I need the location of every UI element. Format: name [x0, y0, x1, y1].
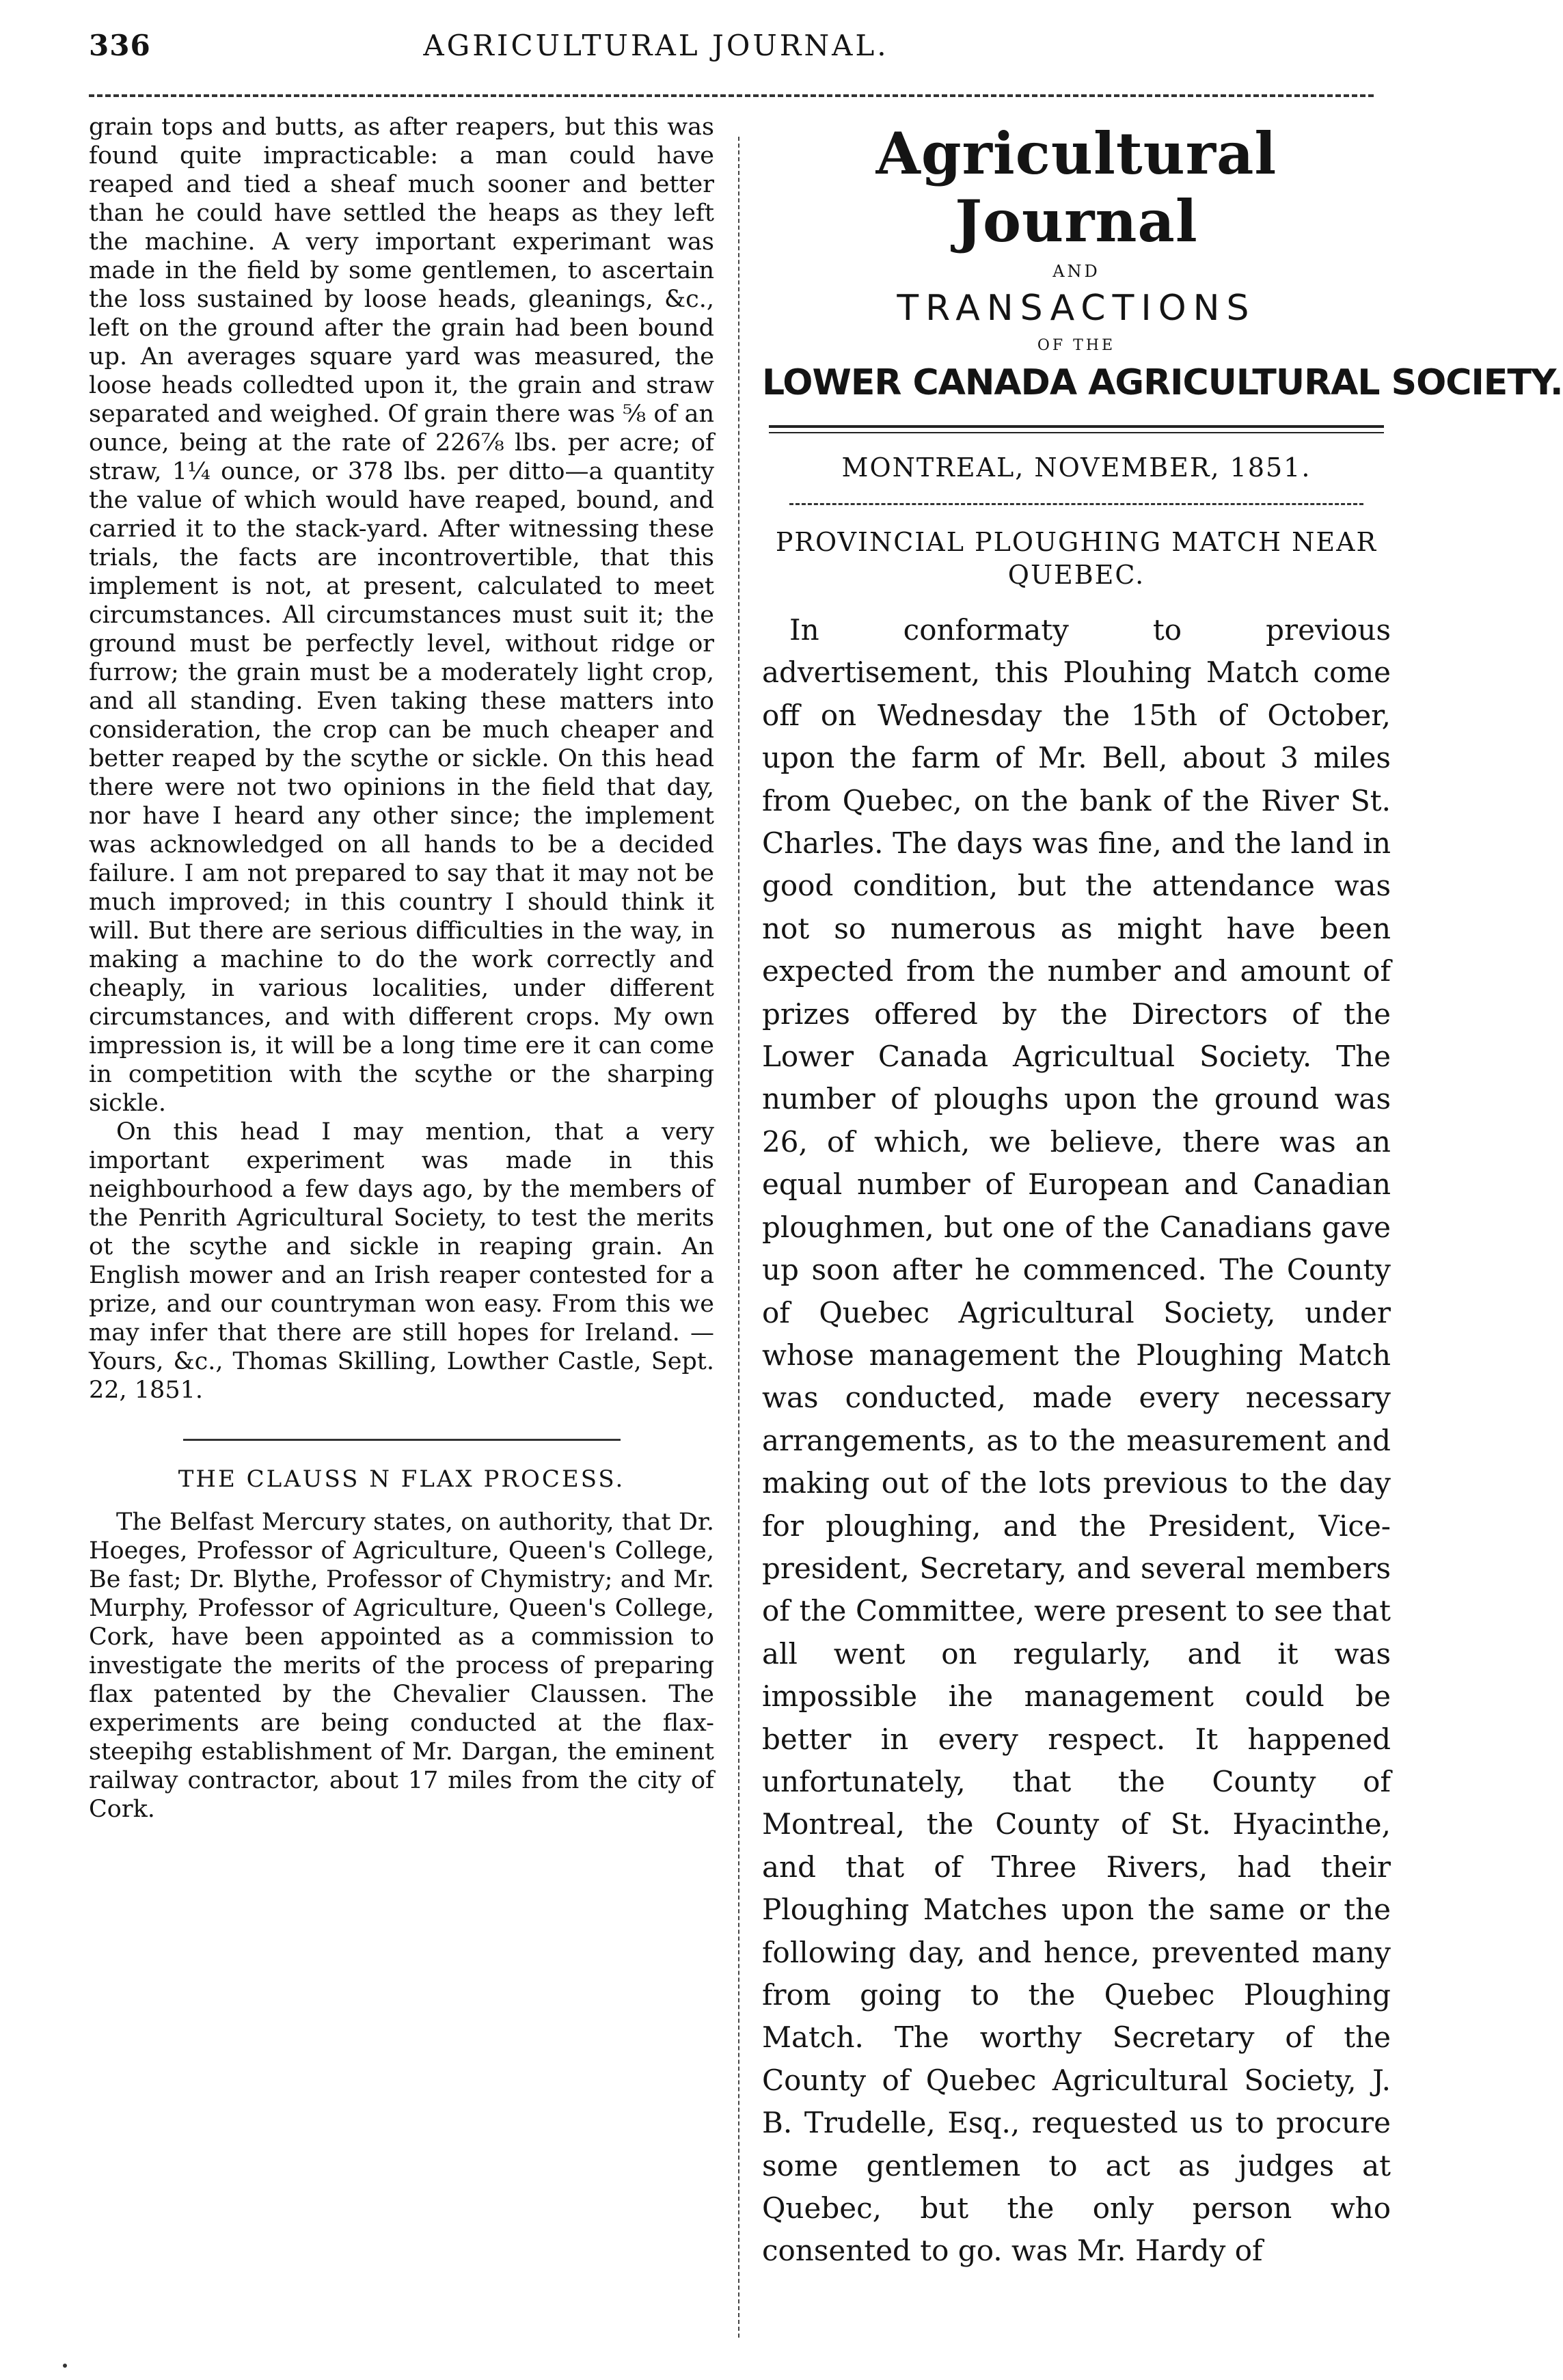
- left-column: [89, 113, 714, 2334]
- stray-ink-mark: [63, 2364, 67, 2368]
- page-number: 336: [89, 29, 151, 62]
- clauss-paragraph: The Belfast Mercury states, on authority, that Dr. Hoeges, Professor of Agriculture, Queen's College, Be fast; Dr. Blythe, Professor of Chymistry; and Mr. Murphy, Professor of Agriculture, Queen's College, Cork, have been appointed as a commission to investigate the merits of the process of preparing flax patented by the Chevalier Claussen. The experiments are being conducted at the flax-steepihg establishment of Mr. Dargan, the eminent railway contractor, about 17 miles from the city of Cork.: [89, 1509, 714, 1823]
- section-rule: [183, 1439, 621, 1441]
- dateline: MONTREAL, NOVEMBER, 1851.: [841, 452, 1311, 483]
- masthead-of-the: OF THE: [1037, 337, 1116, 354]
- dateline-rule: [789, 503, 1363, 505]
- running-title: AGRICULTURAL JOURNAL.: [423, 29, 889, 62]
- penrith-paragraph: On this head I may mention, that a very important experiment was made in this neighbourhood a few days ago, by the members of the Penrith Agricultural Society, to test the merits ot the scythe and sickle in reaping grain. An English mower and an Irish reaper contested for a prize, and our countryman won easy. From this we may infer that there are still hopes for Ireland. —Yours, &c., Thomas Skilling, Lowther Castle, Sept. 22, 1851.: [89, 1118, 714, 1404]
- column-divider: [738, 137, 739, 2338]
- right-column: [762, 113, 1563, 2334]
- masthead-double-rule: [769, 425, 1384, 433]
- masthead-society: LOWER CANADA AGRICULTURAL SOCIETY.: [762, 362, 1563, 403]
- article-title: PROVINCIAL PLOUGHING MATCH NEAR QUEBEC.: [775, 527, 1378, 590]
- clauss-heading: THE CLAUSS N FLAX PROCESS.: [178, 1465, 625, 1493]
- masthead-transactions: TRANSACTIONS: [897, 288, 1256, 329]
- masthead-and: AND: [1052, 262, 1100, 281]
- header-rule: [89, 94, 1374, 97]
- masthead-title: Agricultural Journal: [875, 120, 1277, 255]
- continuation-paragraph: grain tops and butts, as after reapers, but this was found quite impracticable: a man could have reaped and tied a sheaf much sooner and better than he could have settled the heaps as they left the machine. A very important experimant was made in the field by some gentlemen, to ascertain the loss sustained by loose heads, gleanings, &c., left on the ground after the grain had been bound up. An averages square yard was measured, the loose heads colledted upon it, the grain and straw separated and weighed. Of grain there was ⅝ of an ounce, being at the rate of 226⅞ lbs. per acre; of straw, 1¼ ounce, or 378 lbs. per ditto—a quantity the value of which would have reaped, bound, and carried it to the stack-yard. After witnessing these trials, the facts are incontrovertible, that this implement is not, at present, calculated to meet circumstances. All circumstances must suit it; the ground must be perfectly level, without ridge or furrow; the grain must be a moderately light crop, and all standing. Even taking these matters into consideration, the crop can be much cheaper and better reaped by the scythe or sickle. On this head there were not two opinions in the field that day, nor have I heard any other since; the implement was acknowledged on all hands to be a decided failure. I am not prepared to say that it may not be much improved; in this country I should think it will. But there are serious difficulties in the way, in making a machine to do the work correctly and cheaply, in various localities, under different circumstances, and with different crops. My own impression is, it will be a long time ere it can come in competition with the scythe or the sharping sickle.: [89, 113, 714, 1117]
- article-body-container: [762, 609, 1391, 2273]
- page-header: [89, 29, 1374, 77]
- article-body: In conformaty to previous advertisement, this Plouhing Match come off on Wednesday the 15th of October, upon the farm of Mr. Bell, about 3 miles from Quebec, on the bank of the River St. Charles. The days was fine, and the land in good condition, but the attendance was not so numerous as might have been expected from the number and amount of prizes offered by the Directors of the Lower Canada Agricultual Society. The number of ploughs upon the ground was 26, of which, we believe, there was an equal number of European and Canadian ploughmen, but one of the Canadians gave up soon after he commenced. The County of Quebec Agricultural Society, under whose management the Ploughing Match was conducted, made every necessary arrangements, as to the measurement and making out of the lots previous to the day for ploughing, and the President, Vice-president, Secretary, and several members of the Committee, were present to see that all went on regularly, and it was impossible ihe management could be better in every respect. It happened unfortunately, that the County of Montreal, the County of St. Hyacinthe, and that of Three Rivers, had their Ploughing Matches upon the same or the following day, and hence, prevented many from going to the Quebec Ploughing Match. The worthy Secretary of the County of Quebec Agricultural Society, J. B. Trudelle, Esq., requested us to procure some gentlemen to act as judges at Quebec, but the only person who consented to go. was Mr. Hardy of: [762, 613, 1391, 2268]
